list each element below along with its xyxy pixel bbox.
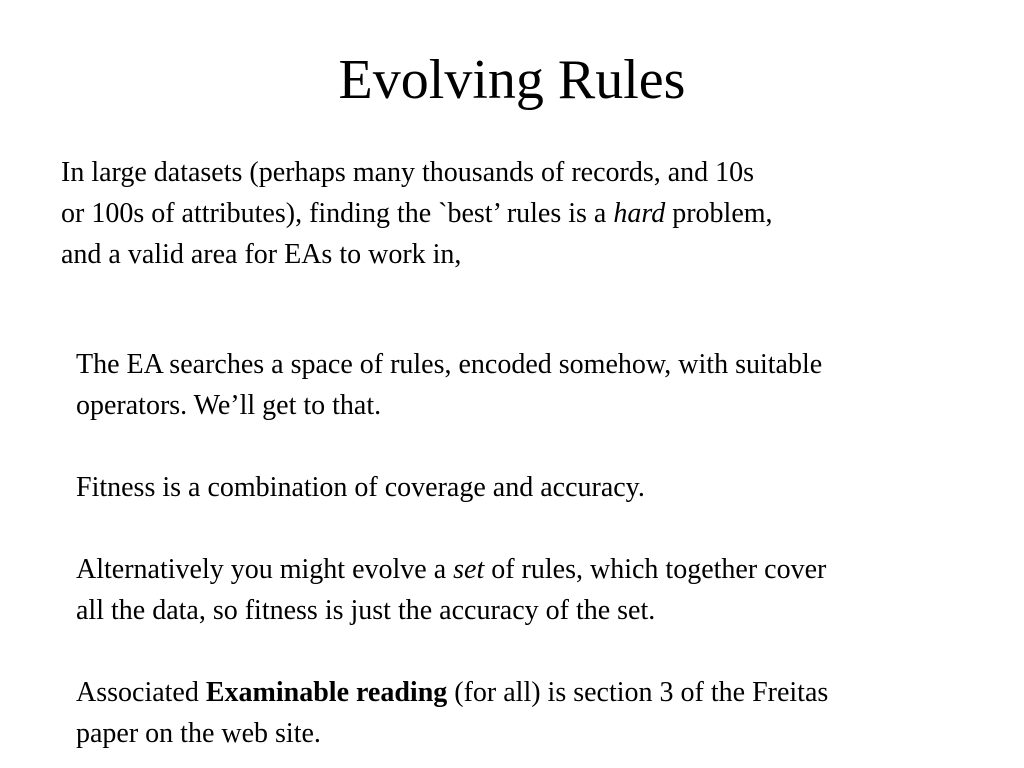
- search-line-1: The EA searches a space of rules, encoded somehow, with suitable: [76, 349, 823, 380]
- reading-paragraph: [76, 672, 1021, 754]
- alternative-emphasis-set: set: [453, 554, 485, 585]
- intro-paragraph: [61, 152, 1011, 275]
- alternative-text-before: Alternatively you might evolve a: [76, 554, 454, 585]
- fitness-line-1: Fitness is a combination of coverage and accuracy.: [76, 472, 645, 503]
- intro-line-3: and a valid area for EAs to work in,: [61, 239, 462, 270]
- reading-line-2: paper on the web site.: [76, 718, 321, 749]
- intro-line-2: [61, 193, 1011, 234]
- intro-emphasis-hard: hard: [613, 198, 666, 229]
- alternative-text-after: of rules, which together cover: [484, 554, 827, 585]
- fitness-paragraph: [76, 467, 1021, 508]
- body-text: [76, 344, 1021, 754]
- search-paragraph: [76, 344, 1021, 426]
- intro-line-2-text-before: or 100s of attributes), finding the `best’ rules is a: [61, 198, 614, 229]
- reading-line-1: [76, 672, 1021, 713]
- alternative-paragraph: [76, 549, 1021, 631]
- alternative-line-1: [76, 549, 1021, 590]
- reading-emphasis-examinable: Examinable reading: [205, 677, 448, 708]
- intro-line-1: In large datasets (perhaps many thousands of records, and 10s: [61, 157, 755, 188]
- intro-line-2-text-after: problem,: [665, 198, 773, 229]
- reading-text-before: Associated: [76, 677, 206, 708]
- slide-title: Evolving Rules: [338, 49, 686, 111]
- search-line-2: operators. We’ll get to that.: [76, 390, 382, 421]
- reading-text-after: (for all) is section 3 of the Freitas: [447, 677, 829, 708]
- alternative-line-2: all the data, so fitness is just the accuracy of the set.: [76, 595, 656, 626]
